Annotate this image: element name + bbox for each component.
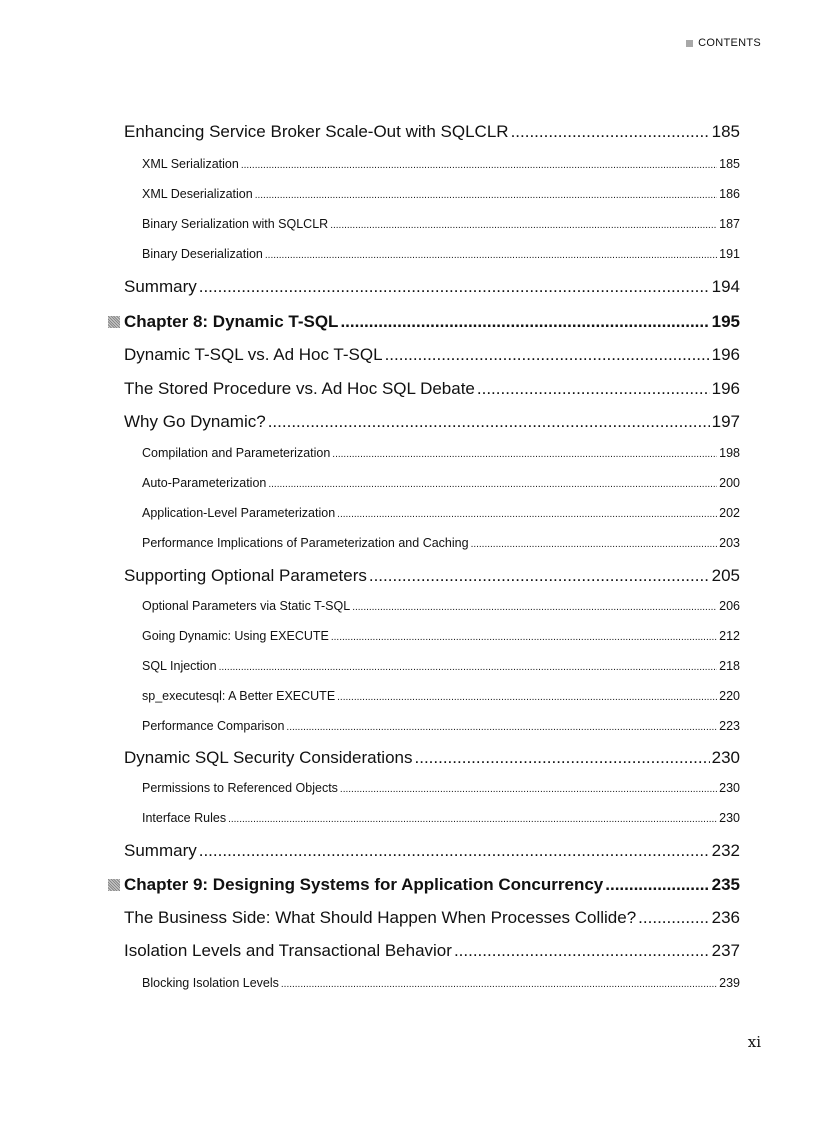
toc-entry-title: Enhancing Service Broker Scale-Out with SQLCLR [124,122,509,141]
leader-dots [337,509,717,520]
toc-chapter-entry[interactable] [124,875,740,895]
toc-entry-title: Summary [124,841,197,860]
toc-entry-title: Binary Deserialization [142,247,263,261]
toc-entry-page: 185 [711,122,740,141]
toc-entry-page: 187 [719,217,740,231]
toc-entry[interactable] [124,277,740,297]
toc-entry-title: Compilation and Parameterization [142,446,331,460]
toc-entry-page: 212 [719,629,740,643]
leader-dots [199,841,710,861]
toc-entry[interactable] [124,941,740,961]
toc-entry[interactable] [142,247,740,261]
toc-entry-page: 230 [719,811,740,825]
toc-entry-page: 191 [719,247,740,261]
toc-entry-page: 218 [719,659,740,673]
header-square-icon [686,40,693,47]
toc-entry-page: 185 [719,157,740,171]
leader-dots [385,345,710,365]
toc-chapter-entry[interactable] [124,312,740,332]
header-label: CONTENTS [698,37,761,49]
leader-dots [352,602,717,613]
toc-entry-title: Blocking Isolation Levels [142,976,279,990]
toc-entry-title: Chapter 8: Dynamic T-SQL [124,312,339,331]
toc-entry-title: Summary [124,277,197,296]
toc-entry-title: Performance Implications of Parameterization and Caching [142,536,469,550]
toc-entry-page: 237 [711,941,740,960]
toc-entry-page: 202 [719,506,740,520]
toc-entry[interactable] [124,566,740,586]
toc-entry[interactable] [124,345,740,365]
toc-entry[interactable] [142,157,740,171]
toc-entry-title: The Business Side: What Should Happen When Processes Collide? [124,908,637,927]
toc-entry-title: SQL Injection [142,659,217,673]
leader-dots [265,250,717,261]
toc-entry-page: 236 [711,908,740,927]
toc-entry-title: Permissions to Referenced Objects [142,781,338,795]
toc-entry[interactable] [142,719,740,733]
toc-entry-title: Why Go Dynamic? [124,412,266,431]
toc-entry-title: Dynamic SQL Security Considerations [124,748,413,767]
leader-dots [454,941,710,961]
toc-entry-page: 230 [719,781,740,795]
leader-dots [255,190,717,201]
toc-entry[interactable] [142,629,740,643]
toc-entry-title: Dynamic T-SQL vs. Ad Hoc T-SQL [124,345,383,364]
leader-dots [268,479,717,490]
toc-entry-page: 200 [719,476,740,490]
leader-dots [330,220,717,231]
toc-entry-page: 186 [719,187,740,201]
toc-entry[interactable] [124,379,740,399]
toc-entry-page: 220 [719,689,740,703]
toc-entry-title: Performance Comparison [142,719,285,733]
toc-entry-title: The Stored Procedure vs. Ad Hoc SQL Debate [124,379,475,398]
leader-dots [511,122,710,142]
toc-entry-title: Binary Serialization with SQLCLR [142,217,329,231]
page-number: xi [747,1033,761,1051]
toc-entry[interactable] [142,976,740,990]
leader-dots [268,412,710,432]
toc-entry[interactable] [124,908,740,928]
leader-dots [286,722,717,733]
toc-entry-page: 196 [711,379,740,398]
leader-dots [337,692,717,703]
toc-entry-page: 206 [719,599,740,613]
toc-entry-page: 235 [711,875,740,894]
chapter-square-icon [108,316,120,328]
toc-entry-title: Interface Rules [142,811,227,825]
toc-entry-page: 239 [719,976,740,990]
toc-entry-page: 195 [711,312,740,331]
leader-dots [331,632,717,643]
toc-entry[interactable] [142,536,740,550]
toc-entry[interactable] [142,506,740,520]
toc-entry[interactable] [142,446,740,460]
toc-entry-title: XML Deserialization [142,187,253,201]
leader-dots [415,748,710,768]
toc-entry-title: Supporting Optional Parameters [124,566,367,585]
toc-entry-page: 205 [711,566,740,585]
leader-dots [199,277,710,297]
toc-entry[interactable] [142,187,740,201]
toc-entry[interactable] [142,811,740,825]
leader-dots [471,539,718,550]
leader-dots [340,312,709,332]
leader-dots [477,379,710,399]
leader-dots [241,160,717,171]
leader-dots [369,566,710,586]
toc-entry-title: sp_executesql: A Better EXECUTE [142,689,336,703]
toc-entry-page: 223 [719,719,740,733]
running-header [686,37,761,49]
toc-entry-page: 203 [719,536,740,550]
toc-entry[interactable] [124,412,740,432]
leader-dots [281,979,717,990]
toc-entry[interactable] [142,781,740,795]
toc-entry-page: 197 [711,412,740,431]
leader-dots [332,449,717,460]
toc-entry[interactable] [124,122,740,142]
chapter-square-icon [108,879,120,891]
toc-entry-page: 230 [711,748,740,767]
toc-entry[interactable] [142,476,740,490]
toc-entry-page: 198 [719,446,740,460]
leader-dots [605,875,709,895]
leader-dots [638,908,709,928]
leader-dots [340,784,717,795]
toc-entry-title: Application-Level Parameterization [142,506,336,520]
toc-entry-title: Chapter 9: Designing Systems for Application Concurrency [124,875,604,894]
toc-entry-page: 232 [711,841,740,860]
toc-entry-title: Going Dynamic: Using EXECUTE [142,629,329,643]
toc-entry[interactable] [142,599,740,613]
toc-entry-page: 196 [711,345,740,364]
toc-entry-title: Isolation Levels and Transactional Behavior [124,941,452,960]
toc-entry-title: XML Serialization [142,157,239,171]
toc-entry-title: Auto-Parameterization [142,476,267,490]
toc-entry[interactable] [124,841,740,861]
toc-entry[interactable] [142,217,740,231]
leader-dots [228,814,717,825]
toc-entry[interactable] [142,659,740,673]
leader-dots [219,662,718,673]
toc-entry-title: Optional Parameters via Static T-SQL [142,599,351,613]
toc-entry-page: 194 [711,277,740,296]
toc-entry[interactable] [124,748,740,768]
toc-entry[interactable] [142,689,740,703]
